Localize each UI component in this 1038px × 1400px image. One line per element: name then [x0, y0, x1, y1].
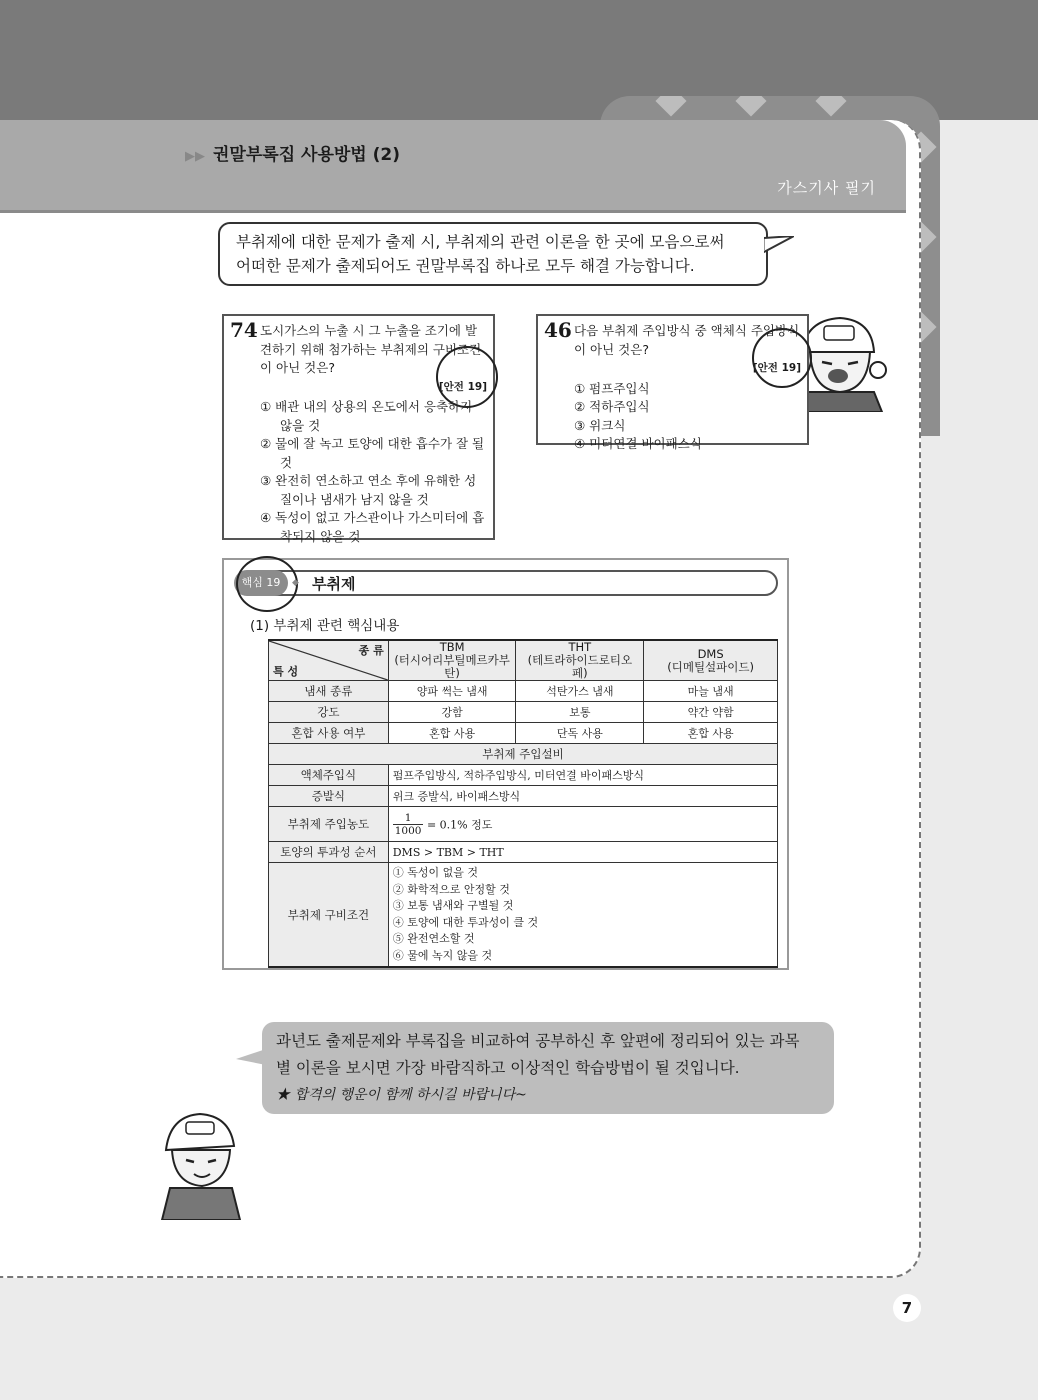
table-cell: 강함 — [388, 702, 516, 723]
student-character-icon — [160, 1110, 242, 1220]
question-tag: [안전 19] — [438, 380, 487, 393]
corner-bottom-label: 특 성 — [273, 665, 299, 678]
question-text: 다음 부취제 주입방식 중 액체식 주입방식이 아닌 것은? — [574, 323, 800, 357]
section-title-text: 권말부록집 사용방법 (2) — [213, 145, 401, 165]
table-row — [269, 842, 778, 863]
section-header-cell: 부취제 주입설비 — [269, 744, 778, 765]
table-row — [269, 723, 778, 744]
condition-item: ② 화학적으로 안정할 것 — [392, 882, 510, 896]
condition-item: ⑤ 완전연소할 것 — [392, 932, 475, 945]
corner-top-label: 종 류 — [358, 644, 384, 657]
question-number: 74 — [230, 318, 258, 342]
question-option: ③ 완전히 연소하고 연소 후에 유해한 성질이나 냄새가 남지 않을 것 — [260, 473, 477, 507]
highlight-circle-icon — [436, 346, 498, 408]
question-option: ① 배관 내의 상용의 온도에서 응축하지 않을 것 — [260, 399, 473, 433]
table-cell: 위크 증발식, 바이패스방식 — [388, 786, 777, 807]
column-name: (터시어리부틸메르카부탄) — [394, 653, 510, 680]
closing-speech-bubble — [262, 1022, 834, 1114]
question-option: ③ 위크식 — [574, 417, 626, 433]
question-option: ② 적하주입식 — [574, 399, 650, 414]
closing-line-1: 과년도 출제문제와 부록집을 비교하여 공부하신 후 앞편에 정리되어 있는 과목 — [276, 1032, 800, 1050]
question-number: 46 — [544, 318, 572, 342]
row-label: 냄새 종류 — [269, 681, 389, 702]
fraction-denominator: 1000 — [394, 824, 422, 837]
table-row — [269, 807, 778, 842]
double-arrow-icon: ▶▶ — [185, 149, 205, 164]
row-label: 혼합 사용 여부 — [269, 723, 389, 744]
row-label: 부취제 구비조건 — [269, 863, 389, 968]
table-cell: 단독 사용 — [516, 723, 644, 744]
column-header — [516, 640, 644, 681]
table-row — [269, 863, 778, 968]
condition-item: ① 독성이 없을 것 — [392, 866, 478, 879]
highlight-circle-icon — [752, 328, 812, 388]
table-cell: 혼합 사용 — [644, 723, 778, 744]
header-band — [0, 120, 906, 213]
table-corner-cell — [269, 640, 389, 681]
table-cell: 보통 — [516, 702, 644, 723]
concentration-cell — [388, 807, 777, 842]
intro-line-2: 어떠한 문제가 출제되어도 권말부록집 하나로 모두 해결 가능합니다. — [236, 257, 695, 275]
table-cell: 석탄가스 냄새 — [516, 681, 644, 702]
fraction-numerator: 1 — [393, 812, 424, 825]
table-cell: 약간 약함 — [644, 702, 778, 723]
header-title: 가스기사 필기 — [777, 179, 876, 197]
question-74-box — [222, 314, 495, 544]
table-row — [269, 786, 778, 807]
intro-line-1: 부취제에 대한 문제가 출제 시, 부취제의 관련 이론을 한 곳에 모음으로써 — [236, 233, 725, 251]
core-title: 부취제 — [312, 575, 356, 593]
condition-item: ④ 토양에 대한 투과성이 클 것 — [392, 915, 539, 929]
highlight-circle-icon — [236, 556, 298, 612]
closing-handwritten-line: ★ 합격의 행운이 함께 하시길 바랍니다~ — [276, 1087, 527, 1103]
intro-speech-bubble — [218, 222, 768, 286]
section-title — [185, 140, 400, 165]
conditions-cell — [388, 863, 777, 968]
column-header — [388, 640, 516, 681]
column-code: TBM — [439, 640, 465, 654]
table-row — [269, 702, 778, 723]
table-cell: 혼합 사용 — [388, 723, 516, 744]
column-name: (테트라하이드로티오페) — [527, 653, 633, 680]
core-summary-box — [222, 558, 789, 970]
fraction — [393, 812, 424, 837]
row-label: 증발식 — [269, 786, 389, 807]
column-name: (디메틸설파이드) — [667, 659, 754, 674]
column-code: DMS — [697, 646, 724, 661]
core-badge: 핵심 19 — [234, 570, 288, 596]
row-label: 강도 — [269, 702, 389, 723]
bubble-tail-icon — [764, 236, 794, 254]
concentration-value: = 0.1% 정도 — [426, 818, 493, 831]
table-cell: 펌프주입방식, 적하주입방식, 미터연결 바이패스방식 — [388, 765, 777, 786]
page-number: 7 — [893, 1294, 921, 1322]
question-option: ④ 독성이 없고 가스관이나 가스미터에 흡착되지 않을 것 — [260, 510, 485, 544]
question-option: ① 펌프주입식 — [574, 380, 650, 396]
closing-line-2: 별 이론을 보시면 가장 바람직하고 이상적인 학습방법이 될 것입니다. — [276, 1059, 740, 1077]
question-option: ④ 미터연결 바이패스식 — [574, 436, 702, 451]
question-option: ② 물에 잘 녹고 토양에 대한 흡수가 잘 될 것 — [260, 436, 485, 470]
row-label: 토양의 투과성 순서 — [269, 842, 389, 863]
table-cell: DMS > TBM > THT — [388, 842, 777, 863]
table-row — [269, 744, 778, 765]
column-code: THT — [568, 640, 592, 654]
core-subtitle: (1) 부취제 관련 핵심내용 — [250, 618, 400, 634]
diamond-icon: ◆ — [292, 578, 299, 588]
condition-item: ⑥ 물에 녹지 않을 것 — [392, 948, 493, 962]
odorant-table — [268, 639, 778, 968]
condition-item: ③ 보통 냄새와 구별될 것 — [392, 899, 514, 912]
table-cell: 양파 썩는 냄새 — [388, 681, 516, 702]
row-label: 부취제 주입농도 — [269, 807, 389, 842]
question-tag: [안전 19] — [752, 362, 801, 374]
table-row — [269, 765, 778, 786]
question-46-box — [536, 314, 809, 451]
table-cell: 마늘 냄새 — [644, 681, 778, 702]
table-row — [269, 681, 778, 702]
question-text: 도시가스의 누출 시 그 누출을 조기에 발견하기 위해 첨가하는 부취제의 구비조건이 아닌 것은? — [260, 323, 482, 375]
column-header — [644, 640, 778, 681]
row-label: 액체주입식 — [269, 765, 389, 786]
